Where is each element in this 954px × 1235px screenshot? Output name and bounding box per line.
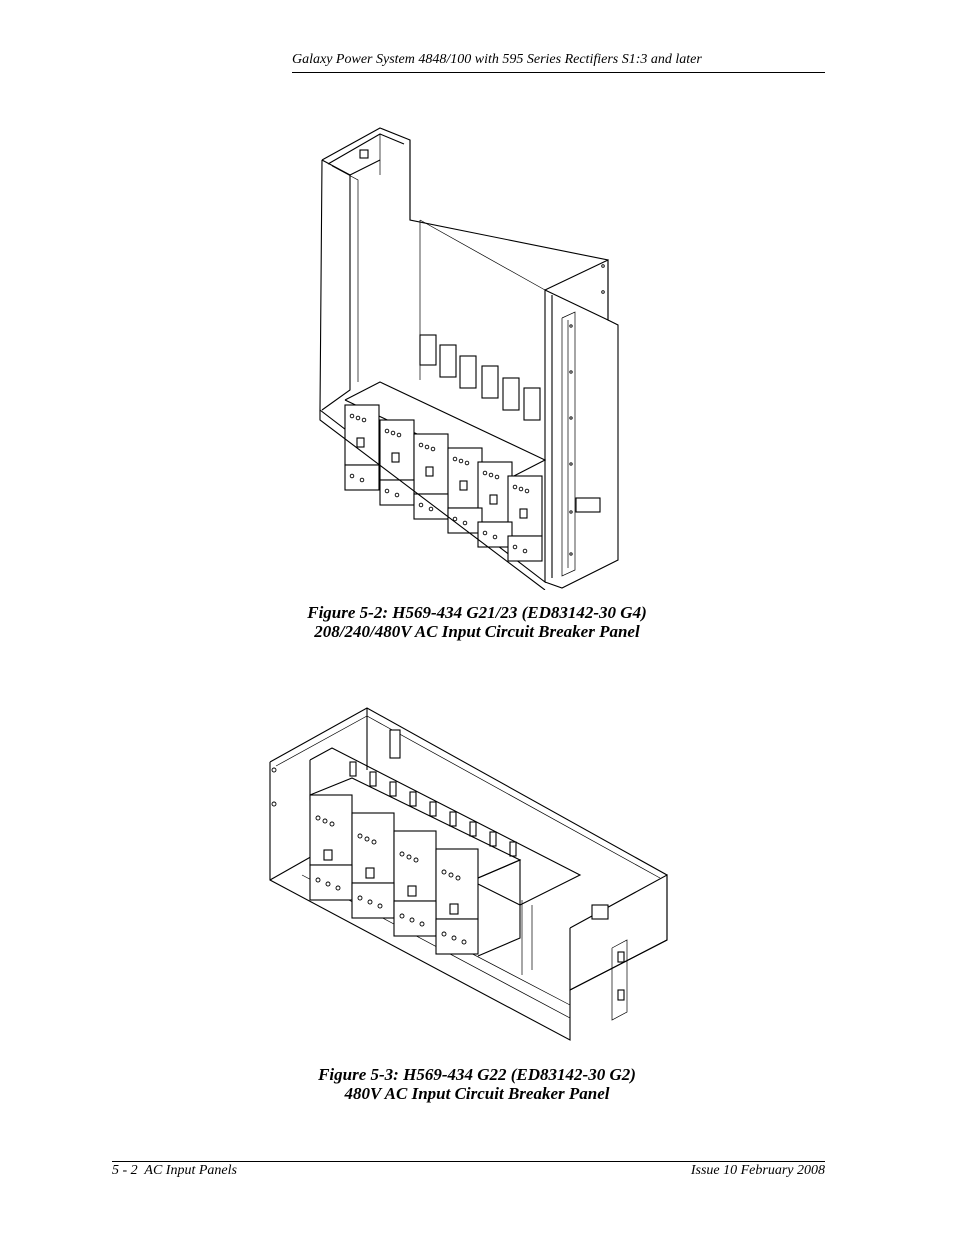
figure-5-2-caption-line-1: Figure 5-2: H569-434 G21/23 (ED83142-30 G4) <box>307 603 647 622</box>
figure-5-2-drawing <box>300 120 640 590</box>
figure-5-3-caption <box>0 1065 954 1103</box>
footer-section-label: 5 - 2 AC Input Panels <box>112 1163 237 1178</box>
footer-issue-date: Issue 10 February 2008 <box>690 1163 825 1178</box>
figure-5-3-caption-line-2: 480V AC Input Circuit Breaker Panel <box>344 1084 610 1103</box>
figure-5-2-caption <box>0 603 954 641</box>
figure-5-2-caption-line-2: 208/240/480V AC Input Circuit Breaker Panel <box>314 622 640 641</box>
bus-bar-tabs <box>420 335 540 420</box>
figure-5-3-caption-line-1: Figure 5-3: H569-434 G22 (ED83142-30 G2) <box>318 1065 636 1084</box>
page-header-title: Galaxy Power System 4848/100 with 595 Series Rectifiers S1:3 and later <box>292 52 702 67</box>
header-divider <box>292 72 825 73</box>
figure-5-3-drawing <box>262 700 672 1045</box>
footer-divider <box>112 1161 825 1162</box>
